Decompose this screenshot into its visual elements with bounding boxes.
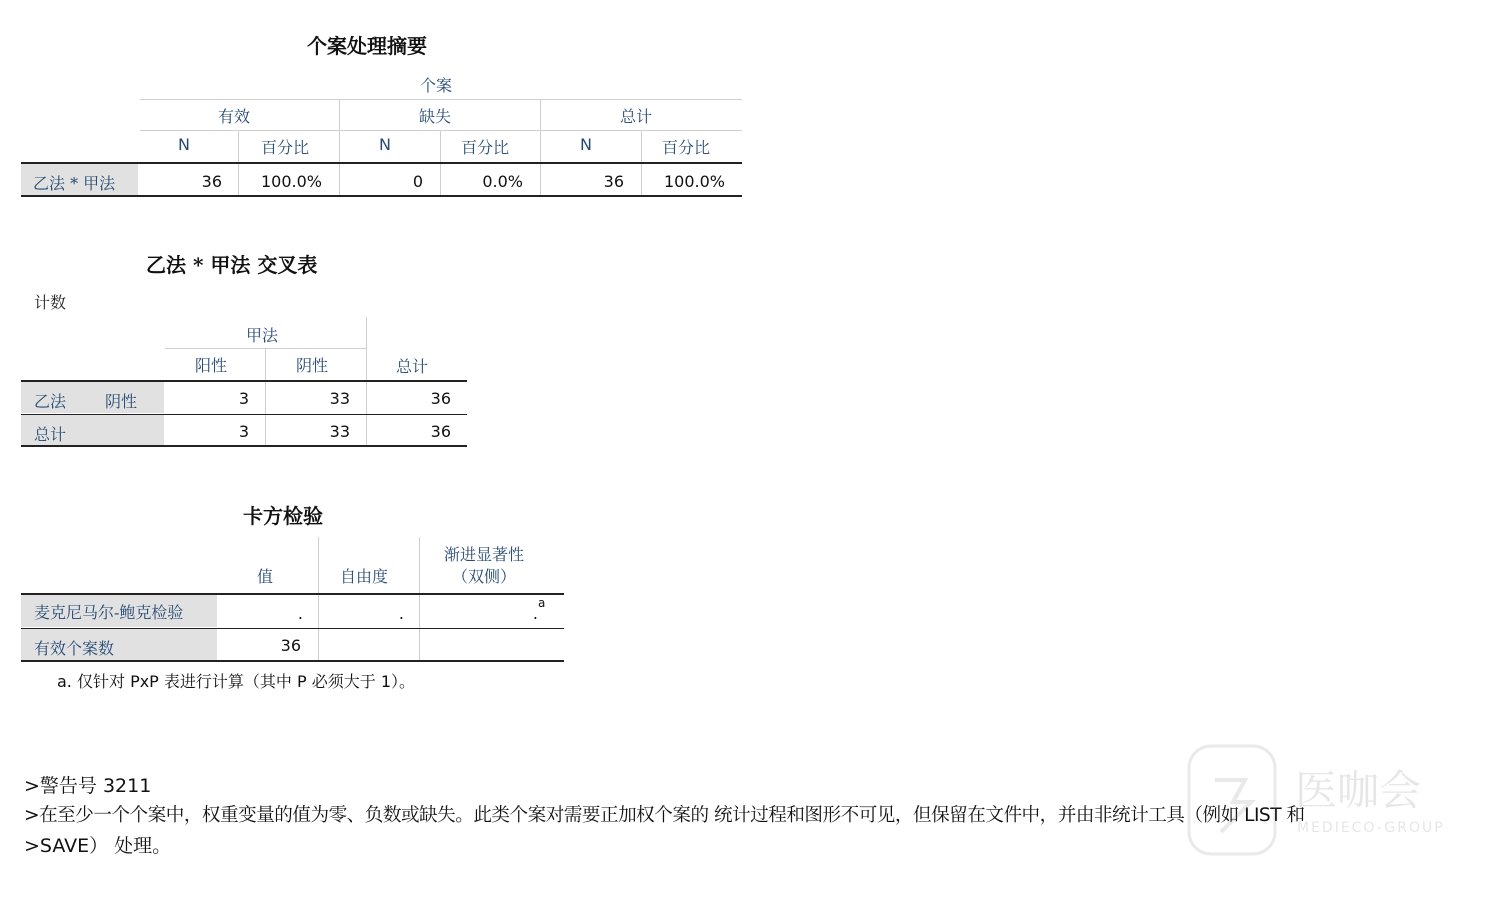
table2-row2-label1: 总计 [34,425,67,444]
table1-col-group-total: 总计 [620,107,653,126]
table3-row2-label: 有效个案数 [34,639,115,658]
table1-sub-n-3: N [580,135,592,154]
table1-cell-missing-n: 0 [412,172,423,191]
table1-sub-pct-3: 百分比 [662,138,711,157]
table2-row1-label1: 乙法 [34,392,67,411]
table3-row1-sig: . [532,604,538,623]
table2-row1-positive: 3 [238,389,249,408]
log-warning-text-cont: >SAVE） 处理。 [24,835,172,857]
table2-sub-positive: 阳性 [195,356,228,375]
table3-row1-label: 麦克尼马尔-鲍克检验 [34,603,184,622]
table2-row2-negative: 33 [329,422,350,441]
table2-row2-positive: 3 [238,422,249,441]
log-warning-text: >在至少一个个案中，权重变量的值为零、负数或缺失。此类个案对需要正加权个案的 统计过程和图形不可见，但保留在文件中，并由非统计工具（例如 LIST 和 [24,805,1305,826]
table2-subtitle: 计数 [34,293,67,312]
table3-header-sig-sub: （双侧） [452,567,517,586]
table1-row-label: 乙法 * 甲法 [33,174,116,193]
table1-sub-pct-1: 百分比 [261,138,310,157]
table2-bottom-rule [21,445,467,447]
table1-cell-valid-pct: 100.0% [260,172,322,191]
table3-vline-2 [419,537,420,661]
table3-title: 卡方检验 [243,504,323,528]
table2-total-header: 总计 [396,357,429,376]
table1-sub-pct-2: 百分比 [461,138,510,157]
table1-cell-total-n: 36 [603,172,624,191]
table2-row1-label2: 阴性 [105,392,138,411]
table2-vline-mid [265,348,266,446]
table1-cell-valid-n: 36 [201,172,222,191]
table1-bottom-rule [21,195,742,197]
table1-vline-1 [339,99,340,195]
table3-row1-value: . [297,604,303,623]
table3-header-df: 自由度 [340,567,389,586]
table3-footnote: a. 仅针对 PxP 表进行计算（其中 P 必须大于 1）。 [57,672,416,691]
table1-col-group-missing: 缺失 [419,107,452,126]
table1-cell-total-pct: 100.0% [663,172,725,191]
table3-row1-footnote-marker: a [538,596,546,610]
table1-subheader-rule [140,130,742,131]
table3-header-sig: 渐进显著性 [444,545,525,564]
table2-sub-negative: 阴性 [296,356,329,375]
table1-group-header: 个案 [420,76,453,95]
table2-row1-total: 36 [430,389,451,408]
table1-vline-2 [540,99,541,195]
table1-title: 个案处理摘要 [307,34,427,58]
log-warning-number: >警告号 3211 [24,775,152,797]
watermark [1185,740,1485,860]
table3-row2-value: 36 [280,636,301,655]
table1-cell-missing-pct: 0.0% [482,172,523,191]
table2-title: 乙法 * 甲法 交叉表 [146,253,318,277]
table2-group-header: 甲法 [246,326,279,345]
watermark-subtext: MEDIECO-GROUP [1297,820,1445,836]
table3-header-value: 值 [257,567,274,586]
table3-bottom-rule [21,660,564,662]
table1-header-rule [140,99,742,100]
table3-vline-1 [318,537,319,661]
table3-row1-df: . [398,604,404,623]
table2-row1-negative: 33 [329,389,350,408]
table1-sub-n-1: N [178,135,190,154]
table1-col-group-valid: 有效 [218,107,251,126]
table1-sub-n-2: N [379,135,391,154]
watermark-text: 医咖会 [1295,766,1422,815]
table2-row2-total: 36 [430,422,451,441]
